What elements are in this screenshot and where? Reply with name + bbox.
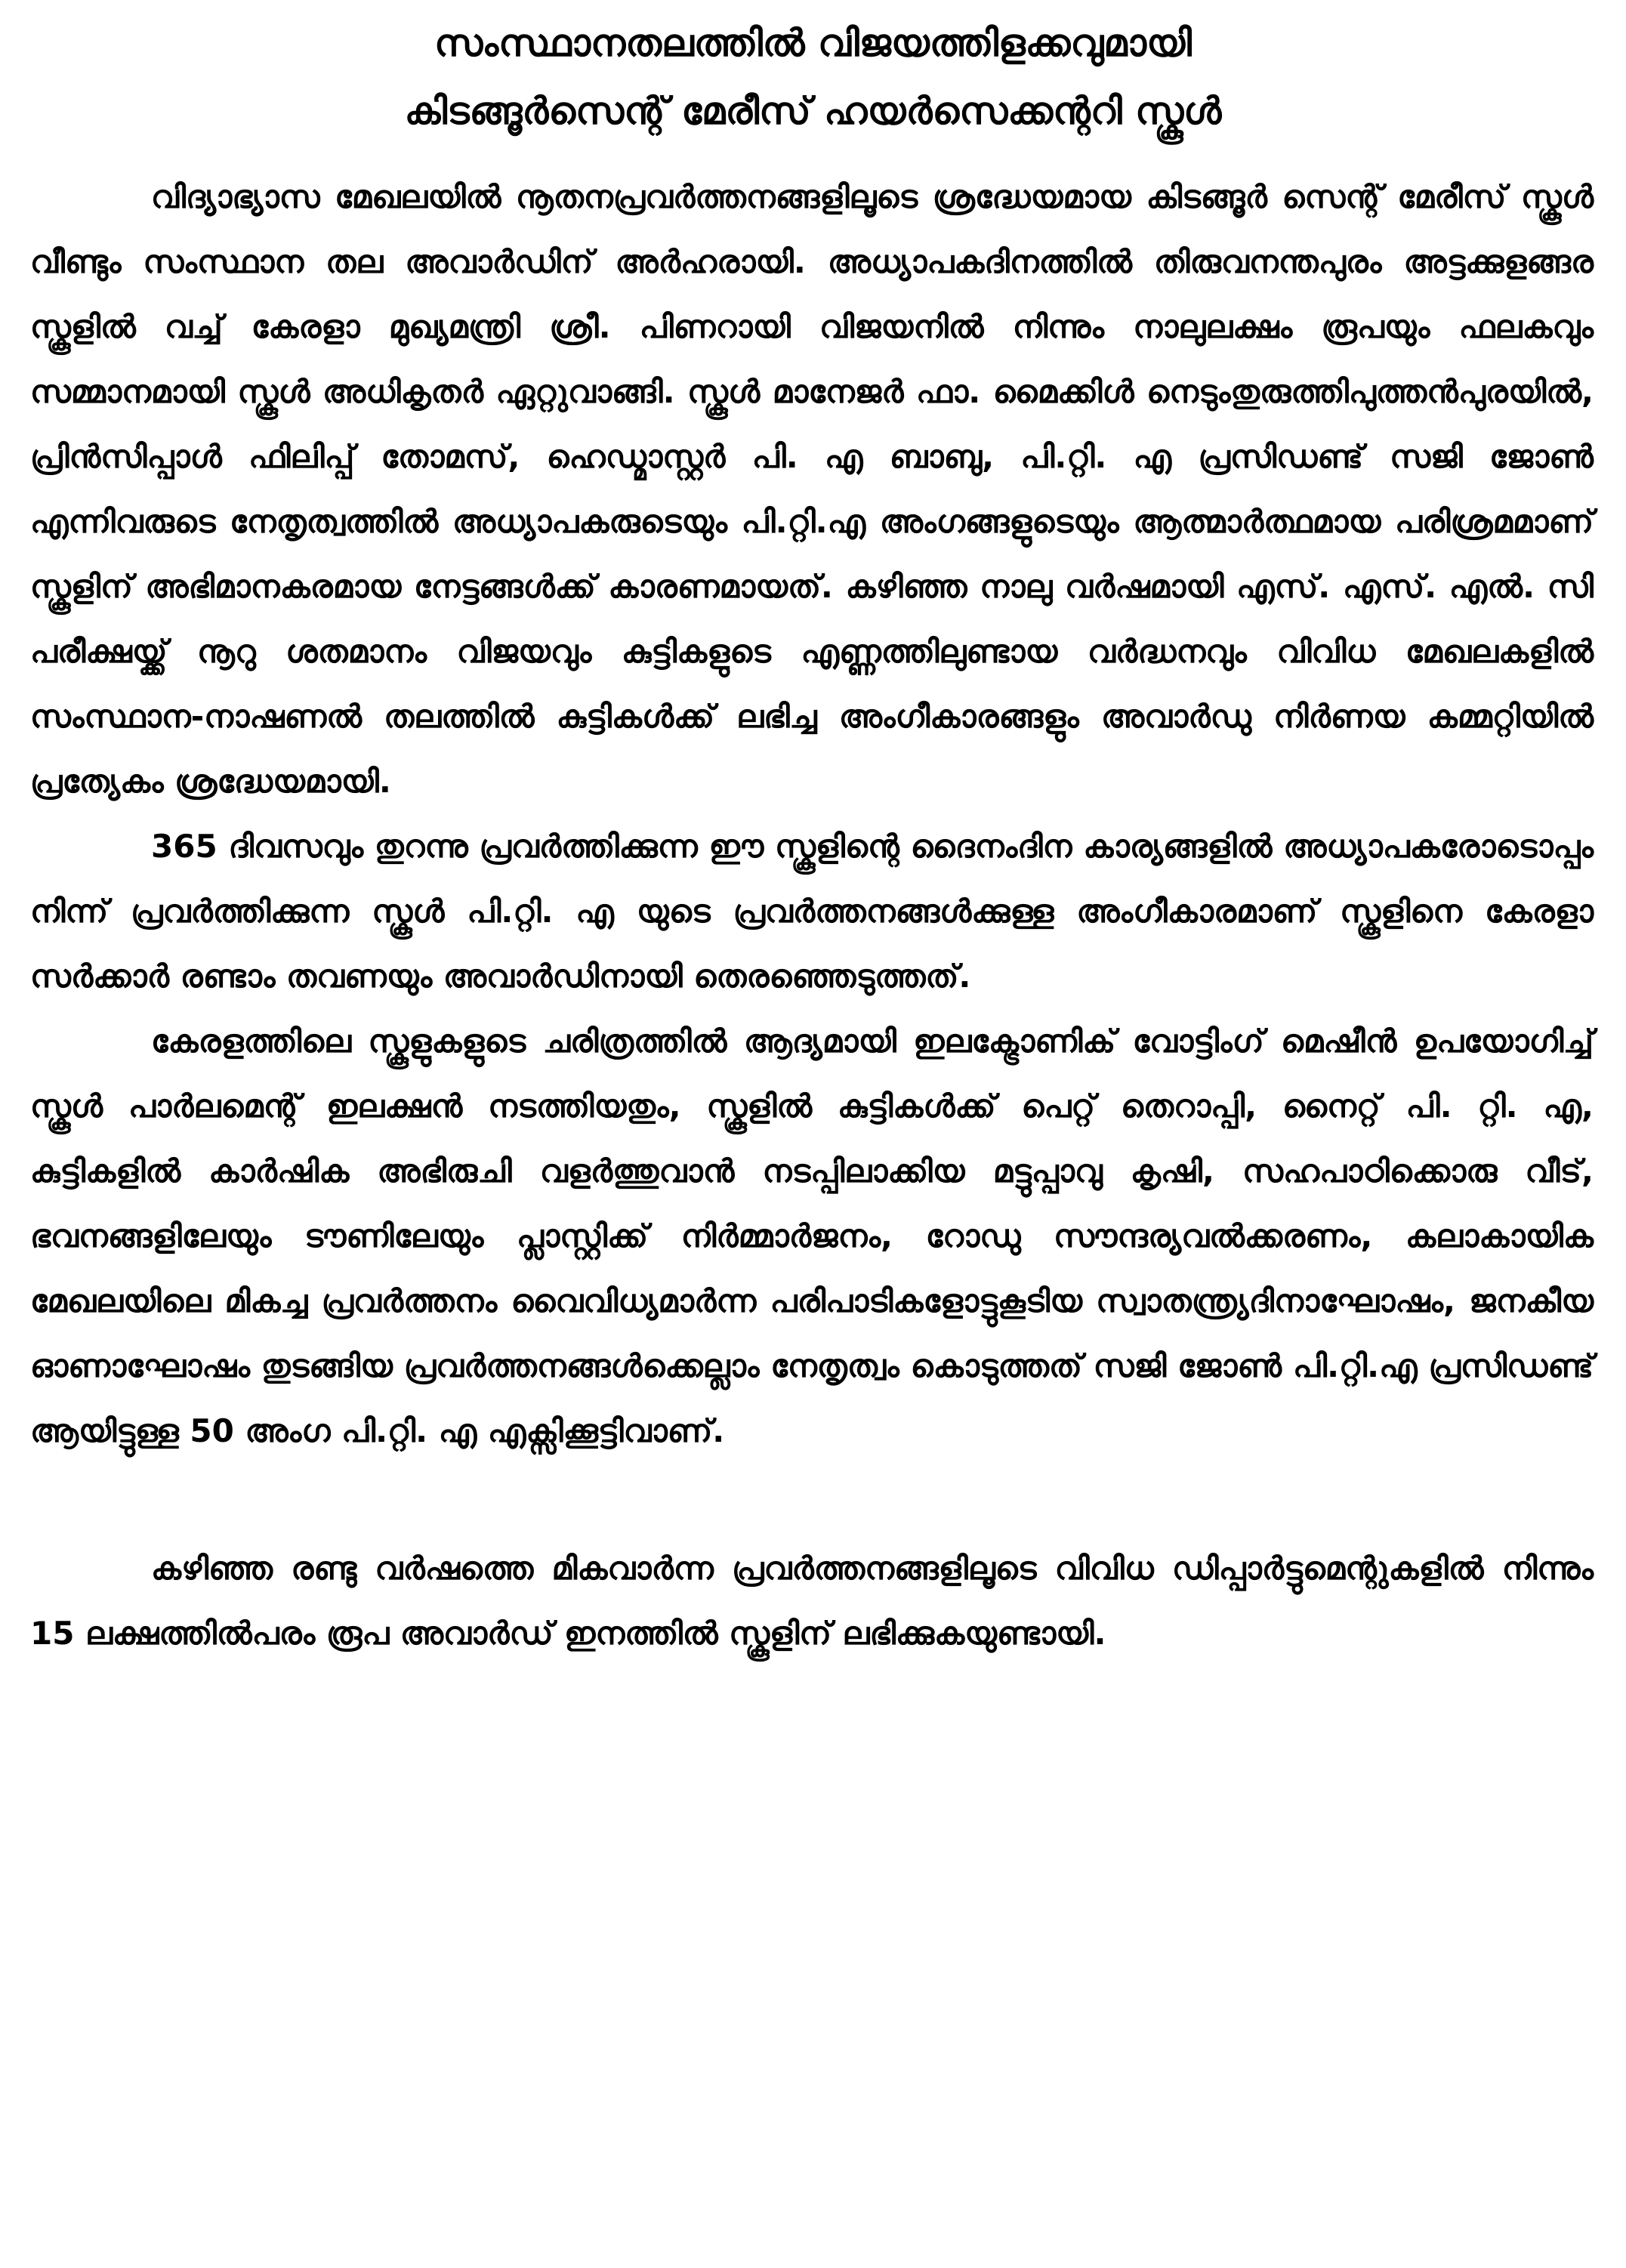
- paragraph-3: കേരളത്തിലെ സ്കൂളുകളുടെ ചരിത്രത്തിൽ ആദ്യമായി ഇലക്ട്രോണിക് വോട്ടിംഗ് മെഷീൻ ഉപയോഗിച്ച് സ്കൂൾ പാർലമെന്റ് ഇലക്ഷൻ നടത്തിയതും, സ്കൂളിൽ കുട്ടികൾക്ക് പെറ്റ് തെറാപ്പി, നൈറ്റ് പി. റ്റി. എ, കുട്ടികളിൽ കാർഷിക അഭിരുചി വളർത്തുവാൻ നടപ്പിലാക്കിയ മട്ടുപ്പാവു കൃഷി, സഹപാഠിക്കൊരു വീട്, ഭവനങ്ങളിലേയും ടൗണിലേയും പ്ലാസ്റ്റിക്ക് നിർമ്മാർജനം, റോഡു സൗന്ദര്യവൽക്കരണം, കലാകായിക മേഖലയിലെ മികച്ച പ്രവർത്തനം വൈവിധ്യമാർന്ന പരിപാടികളോട്ടുകൂടിയ സ്വാതന്ത്ര്യദിനാഘോഷം, ജനകീയ ഓണാഘോഷം തുടങ്ങിയ പ്രവർത്തനങ്ങൾക്കെല്ലാം നേതൃത്വം കൊടുത്തത് സജി ജോൺ പി.റ്റി.എ പ്രസിഡണ്ട് ആയിട്ടുള്ള 50 അംഗ പി.റ്റി. എ എക്സിക്കൂട്ടിവാണ്.: [30, 1023, 1594, 1449]
- paragraph-2: 365 ദിവസവും തുറന്നു പ്രവർത്തിക്കുന്ന ഈ സ്കൂളിന്റെ ദൈനംദിന കാര്യങ്ങളിൽ അധ്യാപകരോടൊപ്പം നിന്ന് പ്രവർത്തിക്കുന്ന സ്കൂൾ പി.റ്റി. എ യുടെ പ്രവർത്തനങ്ങൾക്കുള്ള അംഗീകാരമാണ് സ്കൂളിനെ കേരളാ സർക്കാർ രണ്ടാം തവണയും അവാർഡിനായി തെരഞ്ഞെടുത്തത്.: [30, 828, 1594, 995]
- title-line-1: സംസ്ഥാനതലത്തിൽ വിജയത്തിളക്കവുമായി: [434, 21, 1192, 65]
- article-body: [30, 165, 1594, 1666]
- title-line-2: കിടങ്ങൂർസെന്റ് മേരീസ് ഹയർസെക്കന്ററി സ്കൂൾ: [404, 89, 1222, 133]
- paragraph-4: കഴിഞ്ഞ രണ്ടു വർഷത്തെ മികവാർന്ന പ്രവർത്തനങ്ങളിലൂടെ വിവിധ ഡിപ്പാർട്ടുമെന്റുകളിൽ നിന്നും 15 ലക്ഷത്തിൽപരം രൂപ അവാർഡ് ഇനത്തിൽ സ്കൂളിന് ലഭിക്കുകയുണ്ടായി.: [30, 1550, 1594, 1652]
- paragraph-1: വിദ്യാഭ്യാസ മേഖലയിൽ നൂതനപ്രവർത്തനങ്ങളിലൂടെ ശ്രദ്ധേയമായ കിടങ്ങൂർ സെന്റ് മേരീസ് സ്കൂൾ വീണ്ടും സംസ്ഥാന തല അവാർഡിന് അർഹരായി. അധ്യാപകദിനത്തിൽ തിരുവനന്തപുരം അട്ടക്കുളങ്ങര സ്കൂളിൽ വച്ച് കേരളാ മുഖ്യമന്ത്രി ശ്രീ. പിണറായി വിജയനിൽ നിന്നും നാലുലക്ഷം രൂപയും ഫലകവും സമ്മാനമായി സ്കൂൾ അധികൃതർ ഏറ്റുവാങ്ങി. സ്കൂൾ മാനേജർ ഫാ. മൈക്കിൾ നെടുംതുരുത്തിപുത്തൻപുരയിൽ, പ്രിൻസിപ്പാൾ ഫിലിപ്പ് തോമസ്, ഹെഡ്മാസ്റ്റർ പി. എ ബാബു, പി.റ്റി. എ പ്രസിഡണ്ട് സജി ജോൺ എന്നിവരുടെ നേതൃത്വത്തിൽ അധ്യാപകരുടെയും പി.റ്റി.എ അംഗങ്ങളുടെയും ആത്മാർത്ഥമായ പരിശ്രമമാണ് സ്കൂളിന് അഭിമാനകരമായ നേട്ടങ്ങൾക്ക് കാരണമായത്. കഴിഞ്ഞ നാലു വർഷമായി എസ്. എസ്. എൽ. സി പരീക്ഷയ്ക്ക് നൂറു ശതമാനം വിജയവും കുട്ടികളുടെ എണ്ണത്തിലുണ്ടായ വർദ്ധനവും വിവിധ മേഖലകളിൽ സംസ്ഥാന-നാഷണൽ തലത്തിൽ കുട്ടികൾക്ക് ലഭിച്ച അംഗീകാരങ്ങളും അവാർഡു നിർണയ കമ്മറ്റിയിൽ പ്രത്യേകം ശ്രദ്ധേയമായി.: [30, 178, 1594, 800]
